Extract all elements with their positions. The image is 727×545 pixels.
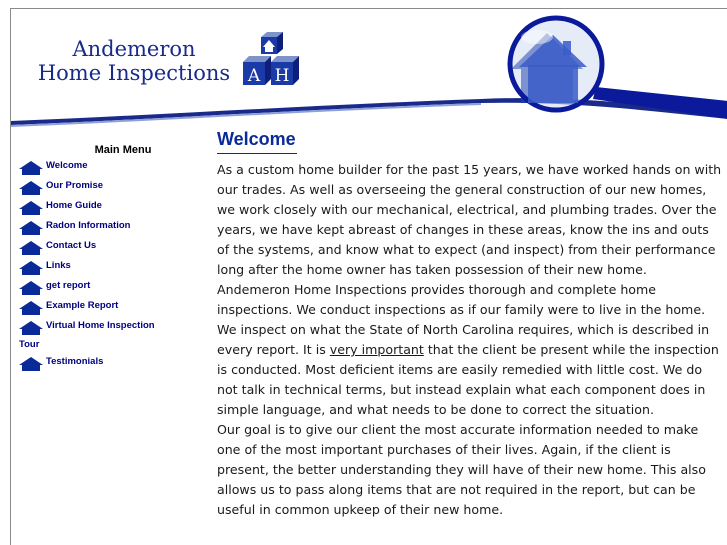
menu-item-our-promise[interactable] xyxy=(17,178,209,198)
menu-item-home-guide[interactable] xyxy=(17,198,209,218)
logo-letter-h: H xyxy=(274,66,290,86)
paragraph-2-end: that the client be present while the inspection is conducted. Most deficient items are easily remedied with little cost. We do not talk in technical terms, but instead explain what each component does in simple language, and what needs to be done to correct the situation. xyxy=(217,342,719,417)
logo-blocks-icon xyxy=(239,27,309,89)
house-icon xyxy=(19,221,43,235)
paragraph-1: As a custom home builder for the past 15 years, we have worked hands on with our trades. As well as overseeing the general construction of our new homes, we work closely with our mechanical, electrical, and plumbing trades. Over the years, we have kept abreast of changes in these areas, know the ins and outs of the systems, and know what to expect (and inspect) from their performance long after the home owner has taken possession of their new home. xyxy=(217,162,722,277)
menu-item-welcome[interactable] xyxy=(17,158,209,178)
paragraph-2 xyxy=(217,280,722,420)
house-icon xyxy=(19,181,43,195)
house-icon xyxy=(19,321,43,335)
menu-item-example-report[interactable] xyxy=(17,298,209,318)
menu-link-example-report[interactable]: Example Report xyxy=(46,300,119,311)
house-icon xyxy=(19,281,43,295)
house-icon xyxy=(19,201,43,215)
sidebar xyxy=(17,142,209,374)
magnifier-house-icon xyxy=(501,9,727,124)
menu-link-contact-us[interactable]: Contact Us xyxy=(46,240,97,251)
menu-item-virtual-home-inspection[interactable] xyxy=(17,318,209,354)
menu-item-contact-us[interactable] xyxy=(17,238,209,258)
menu-title: Main Menu xyxy=(94,144,152,156)
menu-link-virtual-home-inspection[interactable]: Virtual Home Inspection xyxy=(46,320,155,331)
page-frame xyxy=(10,8,727,545)
house-icon xyxy=(19,161,43,175)
menu-link-radon-information[interactable]: Radon Information xyxy=(46,220,131,231)
house-icon xyxy=(19,261,43,275)
house-icon xyxy=(19,357,43,371)
menu-item-radon-information[interactable] xyxy=(17,218,209,238)
logo-letter-a: A xyxy=(247,66,261,86)
paragraph-2-start: Andemeron Home Inspections provides thorough and complete home inspections. We conduct inspections as if our family were to live in the home. We inspect on what the State of North Carolina requires, which is described in every report. It is xyxy=(217,282,710,357)
menu-link-testimonials[interactable]: Testimonials xyxy=(46,356,104,367)
paragraph-3: Our goal is to give our client the most accurate information needed to make one of the most important purchases of their lives. Again, if the client is present, the better understanding they will have of their new home. This also allows us to pass along items that are not required in the report, but can be useful in common upkeep of their new home. xyxy=(217,422,706,517)
logo-line-1: Andemeron xyxy=(72,37,196,61)
menu-link-virtual-home-inspection-cont[interactable]: Tour xyxy=(19,339,40,350)
emphasis-very-important: very important xyxy=(329,342,424,357)
welcome-body xyxy=(217,160,722,520)
company-logo-text xyxy=(29,37,239,85)
menu-link-home-guide[interactable]: Home Guide xyxy=(46,200,102,211)
menu-link-get-report[interactable]: get report xyxy=(46,280,91,291)
house-icon xyxy=(19,241,43,255)
page-title: Welcome xyxy=(217,129,297,154)
logo-line-2: Home Inspections xyxy=(37,61,231,85)
menu-link-welcome[interactable]: Welcome xyxy=(46,160,88,171)
site-header xyxy=(11,9,727,124)
main-content xyxy=(217,129,722,520)
menu-link-our-promise[interactable]: Our Promise xyxy=(46,180,104,191)
menu-link-links[interactable]: Links xyxy=(46,260,71,271)
menu-item-testimonials[interactable] xyxy=(17,354,209,374)
house-icon xyxy=(19,301,43,315)
menu-item-links[interactable] xyxy=(17,258,209,278)
menu-item-get-report[interactable] xyxy=(17,278,209,298)
main-menu xyxy=(17,158,209,374)
